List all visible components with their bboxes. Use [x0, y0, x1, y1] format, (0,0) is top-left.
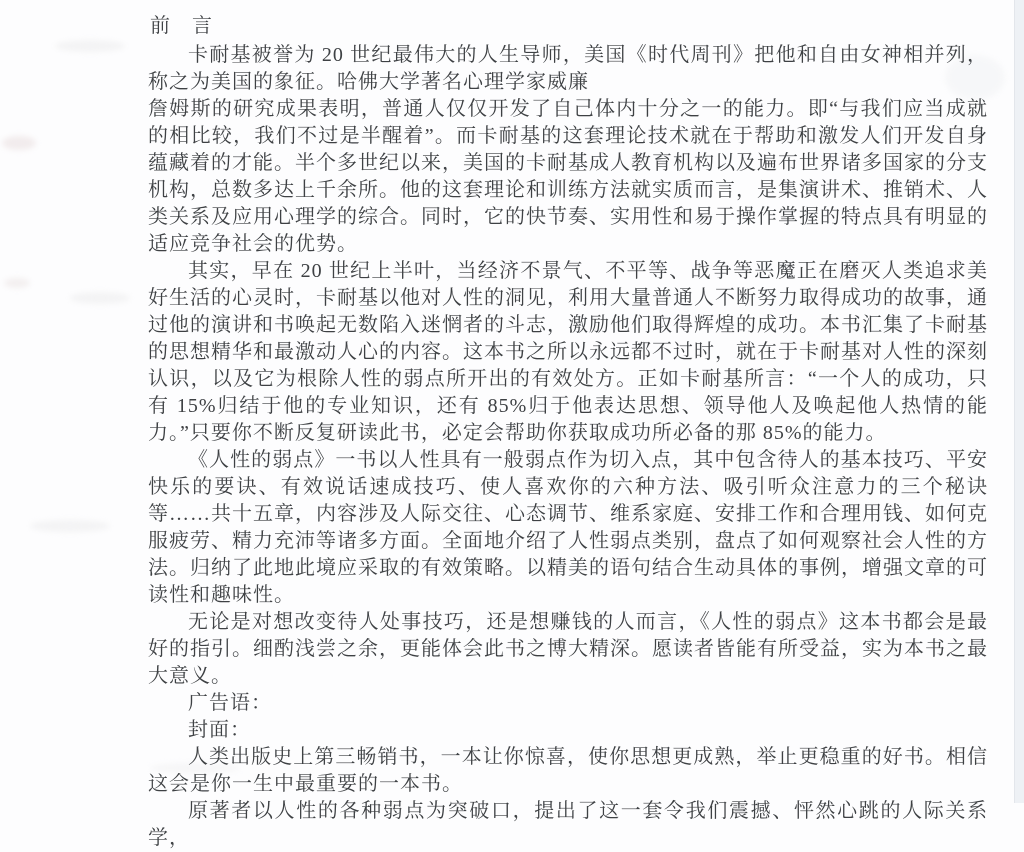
paragraph: 其实，早在 20 世纪上半叶，当经济不景气、不平等、战争等恶魔正在磨灭人类追求美好生活的心灵时，卡耐基以他对人性的洞见，利用大量普通人不断努力取得成功的故事，通过他的演讲和书唤起无数陷入迷惘者的斗志，激励他们取得辉煌的成功。本书汇集了卡耐基的思想精华和最激动人心的内容。这本书之所以永远都不过时，就在于卡耐基对人性的深刻认识，以及它为根除人性的弱点所开出的有效处方。正如卡耐基所言：“一个人的成功，只有 15%归结于他的专业知识，还有 85%归于他表达思想、领导他人及唤起他人热情的能力。”只要你不断反复研读此书，必定会帮助你获取成功所必备的那 85%的能力。: [148, 260, 988, 444]
paragraph: 原著者以人性的各种弱点为突破口，提出了这一套令我们震撼、怦然心跳的人际关系学，: [148, 800, 988, 849]
paragraph: 卡耐基被誉为 20 世纪最伟大的人生导师，美国《时代周刊》把他和自由女神相并列，称之为美国的象征。哈佛大学著名心理学家威廉: [148, 44, 988, 93]
paragraph: 人类出版史上第三畅销书，一本让你惊喜，使你思想更成熟，举止更稳重的好书。相信这会是你一生中最重要的一本书。: [148, 746, 988, 795]
paragraph: 《人性的弱点》一书以人性具有一般弱点作为切入点，其中包含待人的基本技巧、平安快乐的要诀、有效说话速成技巧、使人喜欢你的六种方法、吸引听众注意力的三个秘诀等……共十五章，内容涉及人际交往、心态调节、维系家庭、安排工作和合理用钱、如何克服疲劳、精力充沛等诸多方面。全面地介绍了人性弱点类别，盘点了如何观察社会人性的方法。归纳了此地此境应采取的有效策略。以精美的语句结合生动具体的事例，增强文章的可读性和趣味性。: [148, 449, 988, 606]
scan-artifact: [70, 292, 130, 304]
page-edge-strip: [1014, 0, 1024, 803]
scan-artifact: [4, 278, 30, 288]
page-content: [148, 13, 988, 852]
paragraph: 广告语：: [188, 692, 272, 714]
page-title: 前 言: [150, 15, 213, 37]
scan-artifact: [30, 520, 110, 532]
scan-artifact: [2, 136, 36, 150]
paragraph: 詹姆斯的研究成果表明，普通人仅仅开发了自己体内十分之一的能力。即“与我们应当成就的相比较，我们不过是半醒着”。而卡耐基的这套理论技术就在于帮助和激发人们开发自身蕴藏着的才能。半个多世纪以来，美国的卡耐基成人教育机构以及遍布世界诸多国家的分支机构，总数多达上千余所。他的这套理论和训练方法就实质而言，是集演讲术、推销术、人类关系及应用心理学的综合。同时，它的快节奏、实用性和易于操作掌握的特点具有明显的适应竞争社会的优势。: [148, 98, 988, 255]
scan-artifact: [55, 40, 125, 52]
paragraph: 封面：: [188, 719, 251, 741]
paragraph: 无论是对想改变待人处事技巧，还是想赚钱的人而言，《人性的弱点》这本书都会是最好的指引。细酌浅尝之余，更能体会此书之博大精深。愿读者皆能有所受益，实为本书之最大意义。: [148, 611, 988, 687]
